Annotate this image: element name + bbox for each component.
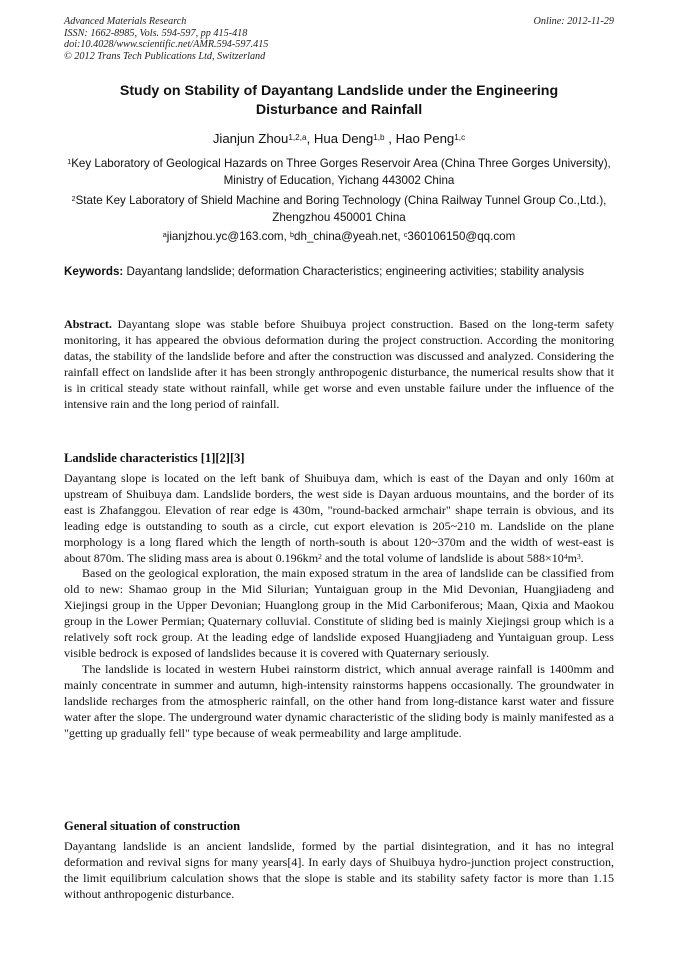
email-link[interactable]: dh_china@yeah.net <box>294 230 398 243</box>
affiliation-sup: 2 <box>71 194 76 204</box>
keywords <box>64 264 614 280</box>
email-sup: b <box>290 230 295 240</box>
paragraph-text: and the total volume of landslide is about 588×10 <box>321 550 564 565</box>
affiliation-2 <box>64 193 614 227</box>
section-heading-construction: General situation of construction <box>64 819 241 833</box>
superscript: 3 <box>576 551 581 561</box>
author-name: Hao Peng <box>395 131 455 146</box>
author-name: Jianjun Zhou <box>212 131 289 146</box>
paragraph-text: Dayantang slope is located on the left bank of Shuibuya dam, which is east of the Dayan and only 160m at upstream of Shuibuya dam. Landslide borders, the west side is Dayan arduous mountains, and the border of its east is Zhafanggou. Elevation of rear edge is 430m, "round-backed armchair" shape terrain is obvious, and its leading edge is outstanding to south as a circle, cut export elevation is 205~210 m. Landslide on the plane morphology is a long flared which the length of north-south is about 120~370m and the width of west-east is about 870m. The sliding mass area is about 0.196km <box>64 471 614 565</box>
paragraph-text: m <box>567 550 577 565</box>
author-sup: 1,c <box>454 133 466 143</box>
author-sup: 1,2,a <box>288 133 307 143</box>
paragraph: Dayantang landslide is an ancient landslide, formed by the partial disintegration, and it has no integral deformation and revival signs for many years[4]. In early days of Shuibuya hydro-junction project construction, the limit equilibrium calculation shows that the slope is stable and its stability safety factor is more than 1.15 without anthropogenic disturbance. <box>64 839 614 901</box>
journal-header <box>64 16 268 62</box>
author-emails: $^a$jianjzhou.yc@163.com, $^b$dh_china@yeah.net, $^c$360106150@qq.com <box>162 230 516 243</box>
section-construction <box>64 839 614 903</box>
affiliation-text: State Key Laboratory of Shield Machine and Boring Technology (China Railway Tunnel Group Co.,Ltd.), Zhengzhou 450001 China <box>75 194 607 224</box>
paragraph-text: . <box>580 550 584 565</box>
keywords-text: Dayantang landslide; deformation Characteristics; engineering activities; stability analysis <box>126 265 585 278</box>
online-date: Online: 2012-11-29 <box>533 16 614 27</box>
affiliation-sup: 1 <box>67 157 72 167</box>
email-link[interactable]: jianjzhou.yc@163.com <box>166 230 284 243</box>
superscript: 2 <box>318 551 322 561</box>
title-line-2: Disturbance and Rainfall <box>255 101 423 118</box>
author-list: Jianjun Zhou$^{1,2,a}$, Hua Deng$^{1,b}$ , Hao Peng$^{1,c}$ <box>212 131 466 146</box>
paragraph <box>64 471 614 566</box>
paragraph: The landslide is located in western Hubei rainstorm district, which annual average rainfall is 1400mm and mainly concentrate in summer and autumn, high-intensity rainstorms happens occasionally. The groundwater in landslide recharges from the atmospheric rainfall, on the other hand from long-distance karst water and fissure water after the slope. The underground water dynamic characteristic of the sliding body is mainly manifested as a "getting up gradually fell" type because of weak permeability and large amplitude. <box>64 661 614 740</box>
abstract <box>64 317 614 412</box>
affiliation-1 <box>64 156 614 190</box>
copyright-line: © 2012 Trans Tech Publications Ltd, Switzerland <box>64 50 266 62</box>
superscript: 4 <box>563 551 568 561</box>
abstract-text: Dayantang slope was stable before Shuibuya project construction. Based on the long-term safety monitoring, it has appeared the obvious deformation during the project construction. According the monitoring datas, the stability of the landslide before and after the construction was discussed and analyzed. Considering the rainfall effect on landslide after it has been strongly anthropogenic disturbance, the numerical results show that it is in critical steady state without rainfall, while get worse and even unstable failure under the influence of the intensive rain and the long period of rainfall. <box>64 317 614 411</box>
doi-line: doi:10.4028/www.scientific.net/AMR.594-597.415 <box>64 39 269 51</box>
email-link[interactable]: 360106150@qq.com <box>407 230 516 243</box>
journal-name: Advanced Materials Research <box>64 16 187 27</box>
email-sup: c <box>403 230 408 240</box>
paper-title <box>64 82 614 119</box>
section-landslide-characteristics <box>64 471 614 741</box>
affiliation-text: Key Laboratory of Geological Hazards on Three Gorges Reservoir Area (China Three Gorges University), Ministry of Education, Yichang 443002 China <box>71 157 611 187</box>
author-name: Hua Deng <box>313 131 374 146</box>
abstract-label: Abstract. <box>64 317 112 331</box>
paragraph: Based on the geological exploration, the main exposed stratum in the area of landslide can be classified from old to new: Shamao group in the Mid Silurian; Yuntaiguan group in the Mid Devonian, Huangjiadeng and Xiejingsi group in the Upper Devonian; Huanglong group in the Mid Carboniferous; Maan, Qixia and Maokou group in the Lower Permian; Quaternary colluvial. Constitute of sliding bed is mainly Xiejingsi group which is a relatively soft rock group. At the leading edge of landslide exposed Huangjiadeng and Yuntaiguan group. Less visible bedrock is exposed of landslides because it is covered with Quaternary seriously. <box>64 566 614 660</box>
author-sup: 1,b <box>373 133 385 143</box>
keywords-label: Keywords: <box>64 265 124 278</box>
issn-line: ISSN: 1662-8985, Vols. 594-597, pp 415-418 <box>64 27 248 39</box>
title-line-1: Study on Stability of Dayantang Landslide under the Engineering <box>119 83 559 99</box>
email-sup: a <box>162 230 167 240</box>
section-heading-landslide-characteristics: Landslide characteristics [1][2][3] <box>64 451 245 465</box>
